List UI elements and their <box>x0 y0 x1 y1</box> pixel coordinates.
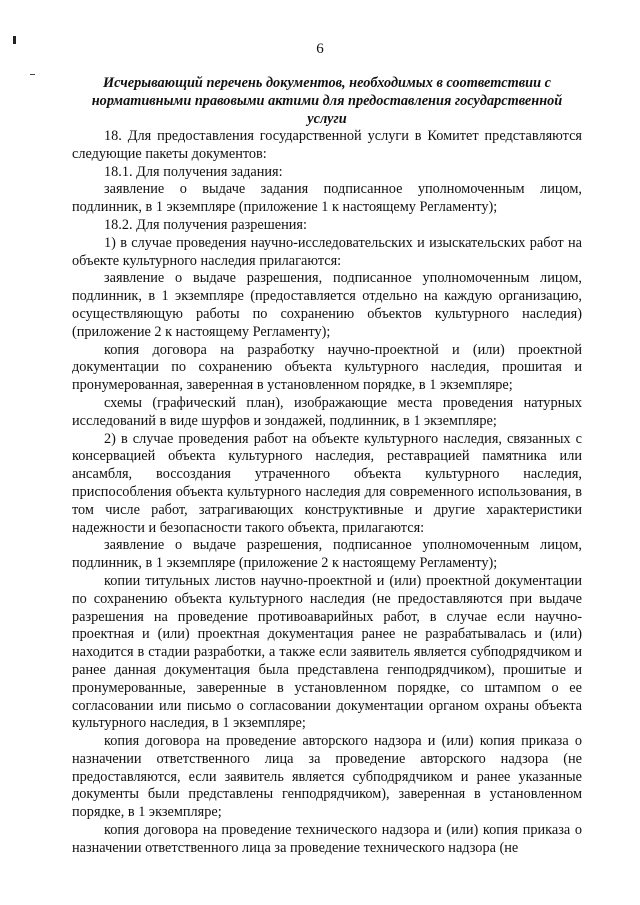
section-title: Исчерывающий перечень документов, необходимых в соответствии с нормативными правовыми актими для предоставления государственной услуги <box>91 75 563 127</box>
paragraph: копия договора на проведение технического надзора и (или) копия приказа о назначении ответственного лица за проведение технического надзора (не <box>72 822 582 856</box>
document-body <box>72 128 582 858</box>
paragraph: 2) в случае проведения работ на объекте культурного наследия, связанных с консервацией объекта культурного наследия, реставрацией памятника или ансамбля, воссоздания утраченного объекта культурного наследия, приспособления объекта культурного наследия для современного использования, в том числе работ, затрагивающих конструктивные и другие характеристики надежности и безопасности такого объекта, прилагаются: <box>72 430 582 536</box>
paragraph: 18. Для предоставления государственной услуги в Комитет представляются следующие пакеты документов: <box>72 128 582 162</box>
page-number: 6 <box>316 41 324 57</box>
paragraph: копия договора на разработку научно-проектной и (или) проектной документации по сохранению объекта культурного наследия, прошитая и пронумерованная, заверенная в установленном порядке, в 1 экземпляре; <box>72 341 582 394</box>
paragraph: заявление о выдаче разрешения, подписанное уполномоченным лицом, подлинник, в 1 экземпляре (предоставляется отдельно на каждую организацию, осуществляющую работы по сохранению объектов культурного наследия) (приложение 2 к настоящему Регламенту); <box>72 270 582 340</box>
paragraph: 1) в случае проведения научно-исследовательских и изыскательских работ на объекте культурного наследия прилагаются: <box>72 234 582 269</box>
paragraph: копии титульных листов научно-проектной и (или) проектной документации по сохранению объекта культурного наследия (не предоставляются при выдаче разрешения на проведение противоаварийных работ, в случае если научно-проектная и (или) проектная документация ранее не разрабатывалась и (или) находится в стадии разработки, а также если заявитель является субподрядчиком и ранее данная документация была представлена генподрядчиком), прошитые и пронумерованные, заверенные в установленном порядке, со штампом о ее согласовании или письмо о согласовании документации органом охраны объекта культурного наследия, в 1 экземпляре; <box>72 572 582 732</box>
paragraph: схемы (графический план), изображающие места проведения натурных исследований в виде шурфов и зондажей, подлинник, в 1 экземпляре; <box>72 394 582 429</box>
paragraph: заявление о выдаче задания подписанное уполномоченным лицом, подлинник, в 1 экземпляре (приложение 1 к настоящему Регламенту); <box>72 181 582 216</box>
paragraph: 18.1. Для получения задания: <box>104 163 283 180</box>
paragraph: заявление о выдаче разрешения, подписанное уполномоченным лицом, подлинник, в 1 экземпляре (приложение 2 к настоящему Регламенту); <box>72 537 582 572</box>
paragraph: копия договора на проведение авторского надзора и (или) копия приказа о назначении ответственного лица за проведение авторского надзора (не предоставляются, если заявитель является субподрядчиком и ранее указанные документы были представлены генподрядчиком), заверенная в установленном порядке, в 1 экземпляре; <box>72 733 582 821</box>
paragraph: 18.2. Для получения разрешения: <box>104 216 307 233</box>
scan-mark <box>30 74 35 75</box>
